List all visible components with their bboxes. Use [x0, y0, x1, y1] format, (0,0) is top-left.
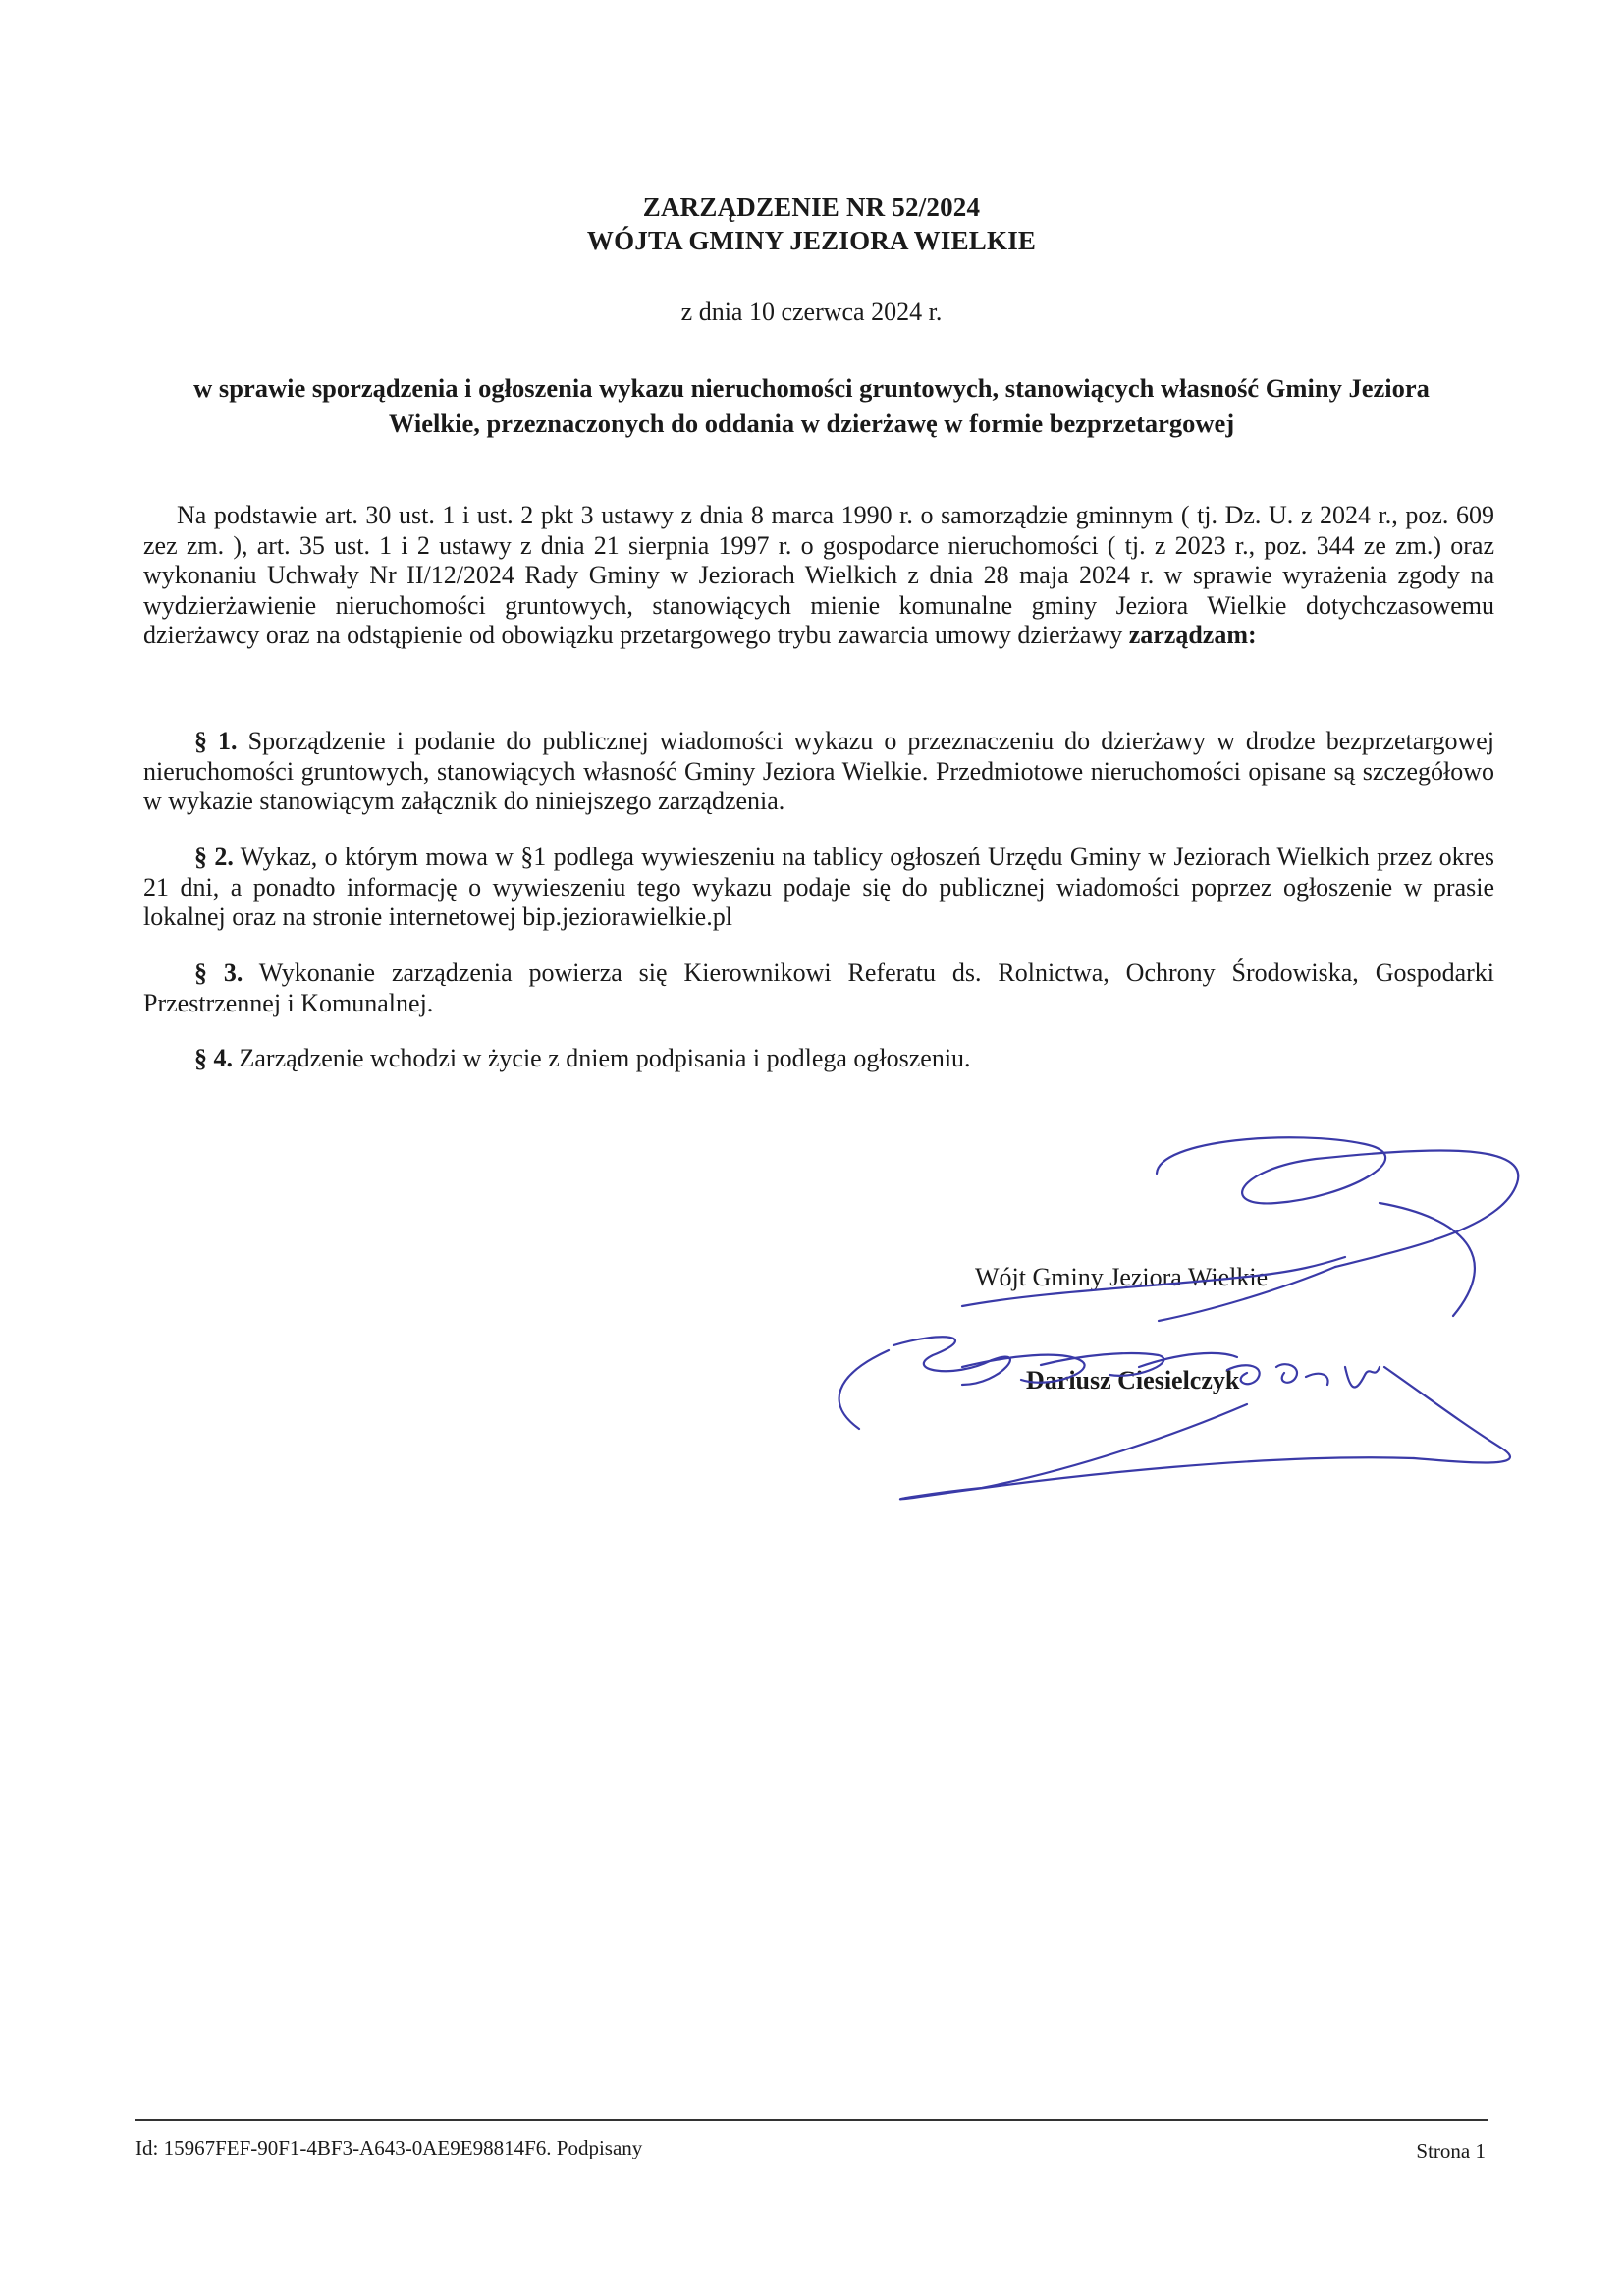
paragraph-label: § 2. — [194, 843, 234, 871]
paragraph-3 — [143, 958, 1494, 1018]
footer-document-id: Id: 15967FEF-90F1-4BF3-A643-0AE9E98814F6. Podpisany — [135, 2136, 643, 2159]
paragraph-text: Wykaz, o którym mowa w §1 podlega wywieszeniu na tablicy ogłoszeń Urzędu Gminy w Jeziorach Wielkich przez okres 21 dni, a ponadto informację o wywieszeniu tego wykazu podaje się do publicznej wiadomości poprzez ogłoszenie w prasie lokalnej oraz na stronie internetowej bip.jeziorawielkie.pl — [143, 843, 1494, 932]
title-line-2: WÓJTA GMINY JEZIORA WIELKIE — [586, 226, 1037, 255]
signatory-title: Wójt Gminy Jeziora Wielkie — [975, 1263, 1269, 1291]
preamble — [143, 501, 1494, 651]
document-title — [0, 191, 1623, 257]
paragraph-1 — [143, 727, 1494, 817]
paragraph-text: Sporządzenie i podanie do publicznej wiadomości wykazu o przeznaczeniu do dzierżawy w drodze bezprzetargowej nieruchomości gruntowych, stanowiących własność Gminy Jeziora Wielkie. Przedmiotowe nieruchomości opisane są szczegółowo w wykazie stanowiącym załącznik do niniejszego zarządzenia. — [143, 727, 1495, 816]
paragraph-text: Wykonanie zarządzenia powierza się Kierownikowi Referatu ds. Rolnictwa, Ochrony Środowiska, Gospodarki Przestrzennej i Komunalnej. — [143, 958, 1495, 1017]
signatory-name: Dariusz Ciesielczyk — [1026, 1366, 1240, 1394]
document-subject: w sprawie sporządzenia i ogłoszenia wykazu nieruchomości gruntowych, stanowiących własność Gminy Jeziora Wielkie, przeznaczonych do oddania w dzierżawę w formie bezprzetargowej — [193, 373, 1430, 438]
paragraph-label: § 4. — [194, 1044, 233, 1072]
paragraph-label: § 3. — [194, 958, 243, 987]
footer-divider — [135, 2119, 1488, 2121]
paragraph-4 — [143, 1044, 1494, 1074]
footer-page-number: Strona 1 — [1416, 2139, 1486, 2162]
paragraph-text: Zarządzenie wchodzi w życie z dniem podpisania i podlega ogłoszeniu. — [233, 1044, 971, 1072]
paragraph-label: § 1. — [194, 727, 238, 755]
preamble-bold: zarządzam: — [1128, 621, 1257, 650]
document-date: z dnia 10 czerwca 2024 r. — [680, 298, 943, 326]
title-line-1: ZARZĄDZENIE NR 52/2024 — [642, 192, 981, 222]
handwritten-signature — [785, 1110, 1571, 1522]
paragraph-2 — [143, 843, 1494, 933]
preamble-text: Na podstawie art. 30 ust. 1 i ust. 2 pkt 3 ustawy z dnia 8 marca 1990 r. o samorządzie gminnym ( tj. Dz. U. z 2024 r., poz. 609 zez zm. ), art. 35 ust. 1 i 2 ustawy z dnia 21 sierpnia 1997 r. o gospodarce nieruchomości ( tj. z 2023 r., poz. 344 ze zm.) oraz wykonaniu Uchwały Nr II/12/2024 Rady Gminy w Jeziorach Wielkich z dnia 28 maja 2024 r. w sprawie wyrażenia zgody na wydzierżawienie nieruchomości gruntowych, stanowiących mienie komunalne gminy Jeziora Wielkie dotychczasowemu dzierżawcy oraz na odstąpienie od obowiązku przetargowego trybu zawarcia umowy dzierżawy — [143, 501, 1494, 650]
